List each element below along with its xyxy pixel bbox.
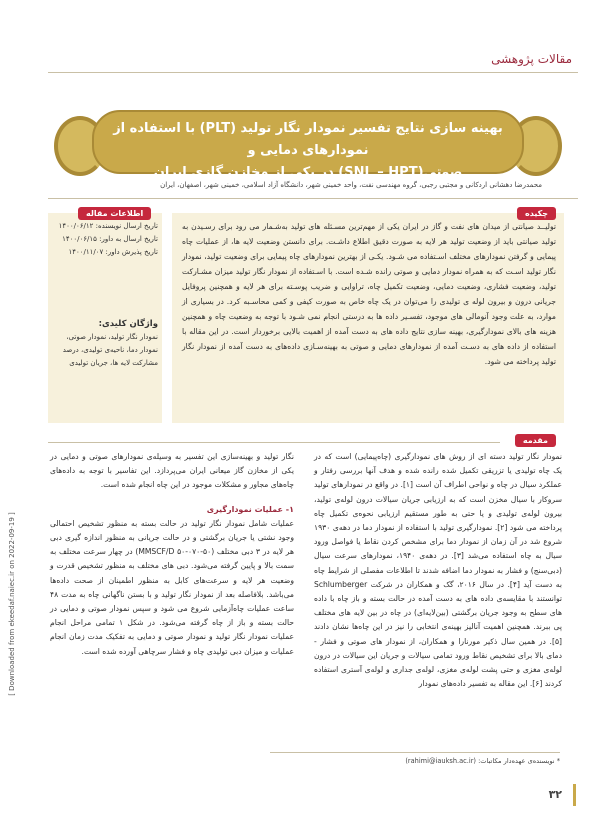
article-title	[112, 118, 504, 184]
article-info-tag: اطلاعات مقاله	[78, 207, 151, 220]
intro-left-column	[50, 450, 294, 659]
title-line-2: صوتی(SNL – HPT) در یکی از مخازن گازی ایران	[153, 165, 463, 180]
date-received: تاریخ ارسال نویسنده: ۱۴۰۰/۰۶/۱۲	[58, 222, 158, 230]
header-rule	[48, 72, 578, 73]
abstract-tag: چکیده	[517, 207, 556, 220]
keywords: نمودار نگار تولید، نمودار صوتی، نمودار دما، ناحیه‌ی تولیدی، درصد مشارکت لایه ها، جریان تولیدی	[62, 333, 158, 367]
article-dates	[52, 220, 158, 259]
title-line-1: بهینه سازی نتایج تفسیر نمودار نگار تولید (PLT) با استفاده از نمودارهای دمایی و	[113, 121, 503, 158]
operations-paragraph: عملیات شامل نمودار نگار تولید در حالت بسته به منظور تشخیص احتمالی وجود نشتی یا جریان برگشتی و در حالت جریانی به منظور اندازه گیری دبی هر لایه در ۳ دبی مختلف (۵۰-۰۷۰-۵۰ MMSCF/D) در چهار سرعت مختلف به سمت بالا و پایین گرفته می‌شود. دبی های مختلف به منظور تشخیص قدرت و وضعیت هر لایه و سرعت‌های کابل به منظور اطمینان از صحت داده‌ها می‌باشد. بلافاصله بعد از نمودار نگار تولید و با بستن ناگهانی چاه به مدت ۴۸ ساعت عملیات چاه‌آزمایی شروع می شود و سپس نمودار صوتی و دمایی در حالت بسته و باز از چاه گرفته می‌شود. در شکل ۱ تمامی مراحل انجام عملیات نمودار نگار تولید و نمودار صوتی و دمایی به تفکیک مدت زمان انجام عملیات و میزان دبی تولیدی چاه و فشار سرچاهی آورده شده است.	[50, 518, 294, 656]
footnote-rule	[270, 752, 560, 753]
page-number: ۳۲	[548, 788, 562, 801]
date-accepted: تاریخ پذیرش داور: ۱۴۰۰/۱۱/۰۷	[68, 248, 158, 256]
page-number-bar	[573, 784, 576, 806]
intro-paragraph: نگار تولید و بهینه‌سازی این تفسیر به وسیله‌ی نمودارهای صوتی و دمایی در یکی از مخازن گاز میعانی ایران می‌پردازد. این تفاسیر با توجه به داده‌های چاه‌های مجاور و مشکلات موجود در این چاه انجام شده است.	[50, 452, 294, 490]
section-label: مقالات پژوهشی	[491, 52, 572, 66]
authors: محمدرضا دهشانی اردکانی و مجتبی رجبی، گروه مهندسی نفت، واحد خمینی شهر، دانشگاه آزاد اسلامی، خمینی شهر، اصفهان، ایران	[160, 181, 542, 189]
title-banner	[50, 108, 566, 180]
keywords-block	[52, 318, 158, 370]
footnote: * نویسنده‌ی عهده‌دار مکاتبات: (rahimi@iauksh.ac.ir)	[405, 757, 560, 765]
intro-tag: مقدمه	[515, 434, 556, 447]
download-note: [ Downloaded from ekeedaf.naiec.ir on 2022-09-19 ]	[8, 512, 16, 696]
abstract-text: تولیــد صیانتی از میدان های نفت و گاز در ایران یکی از مهم‌ترین مسـئله های تولید به‌شـمار می رود برای رسـیدن به تولید صیانتی باید از وضعیت تولید هر لایه به صورت دقیق اطلاع داشـت. برای دانستن وضعیت لایه ها، از عملیات چاه پیمایی و گرفتن نمودارهای مختلف اسـتفاده می شـود. یکـی از بهترین نمودارهای چاه پیمایی برای وضعیت تولید، نمودار نگار تولید اسـت که به همراه نمودار دمایی و صوتی رانده شـده است. با اسـتفاده از نمودار نگار تولید میزان مشـارکت تولید، وضعیت فشاری، وضعیت دمایی، وضعیت تکمیل چاه، تراوایی و ضریب پوسـته برای هر لایه و همچنین پروفایل جریانی درون و بیرون لوله ی تولیدی را می‌توان در یک چاه خاص به صورت کیفی و کمی محاسـبه کرد. در بسیاری از موارد، به علت وجود آنومالی های موجود، تفسـیر داده ها به درستی انجام نمی شـود با توجه به وضعیت چاه و همچنین هزینه های بالای نمودارگیری، بهینه سازی نتایج داده های به دست آمده از اهمیت بالایی برخوردار است. در این مقاله با استفاده از داده های به دسـت آمده از نمودارهای دمایی و صوتی به بهینه‌سـازی داده‌های به دست آمده از نمودار نگار تولید پرداخته می شود.	[182, 222, 556, 366]
authors-rule	[48, 198, 578, 199]
download-sidebar	[2, 430, 14, 790]
intro-right-column: نمودار نگار تولید دسته ای از روش های نمودارگیری (چاه‌پیمایی) است که در یک چاه تولیدی یا تزریقی تکمیل شده رانده شده و هدف آنها بررسی رفتار و عملکرد سیال در چاه و نواحی اطراف آن است [۱]. در واقع در نمودارهای تولید سروکار با سیال مخزن است که به ارزیابی جریان سیالات درون لوله‌ی تولید، بیرون لوله‌ی تولیدی و یا حتی به طور مستقیم ارزیابی نحوه‌ی تکمیل چاه پرداخته می شود [۲]. نمودارگیری تولید با استفاده از نمودار دما در دهه‌ی ۱۹۳۰ شروع شد در آن زمان از نمودار دما برای مشخص کردن نقاط یا فواصل ورود سیال به چاه استفاده می‌شد [۳]. در دهه‌ی ۱۹۴۰، نمودارهای سرعت سیال (دبی‌سنج) و فشار به نمودار دما اضافه شدند تا اطلاعات مفصلی از شرایط چاه به دست آید [۴]. در سال ۲۰۱۶، گک و همکاران در شرکت Schlumberger توانستند با مقایسه‌ی داده های به دست آمده در حالت بسته و باز چاه با داده های سطح به وجود جریان برگشتی (بین‌لایه‌ای) در چاه در بین لایه های مختلف پی ببرند. همچنین اهمیت آنالیز بهینه‌ی انتخابی را نیز در این چاه‌ها نشان دادند [۵]. در همین سال ذکیر مورنارا و همکاران، از نمودار های صوتی و فشار - دمای بالا برای تشخیص نقاط ورود تمامی سیالات و جریان این سیالات در درون لوله‌ی مغزی و حتی پشت لوله‌ی مغزی، لوله‌ی جداری و لوله‌ی آستری استفاده کردند [۶]. این مقاله به تفسیر داده‌های نمودار	[314, 452, 563, 689]
intro-rule	[48, 442, 500, 443]
date-revised: تاریخ ارسال به داور: ۱۴۰۰/۰۶/۱۵	[62, 235, 158, 243]
subheading-operations: ۱- عملیات نمودارگیری	[206, 504, 294, 514]
keywords-title: واژگان کلیدی:	[98, 319, 158, 329]
